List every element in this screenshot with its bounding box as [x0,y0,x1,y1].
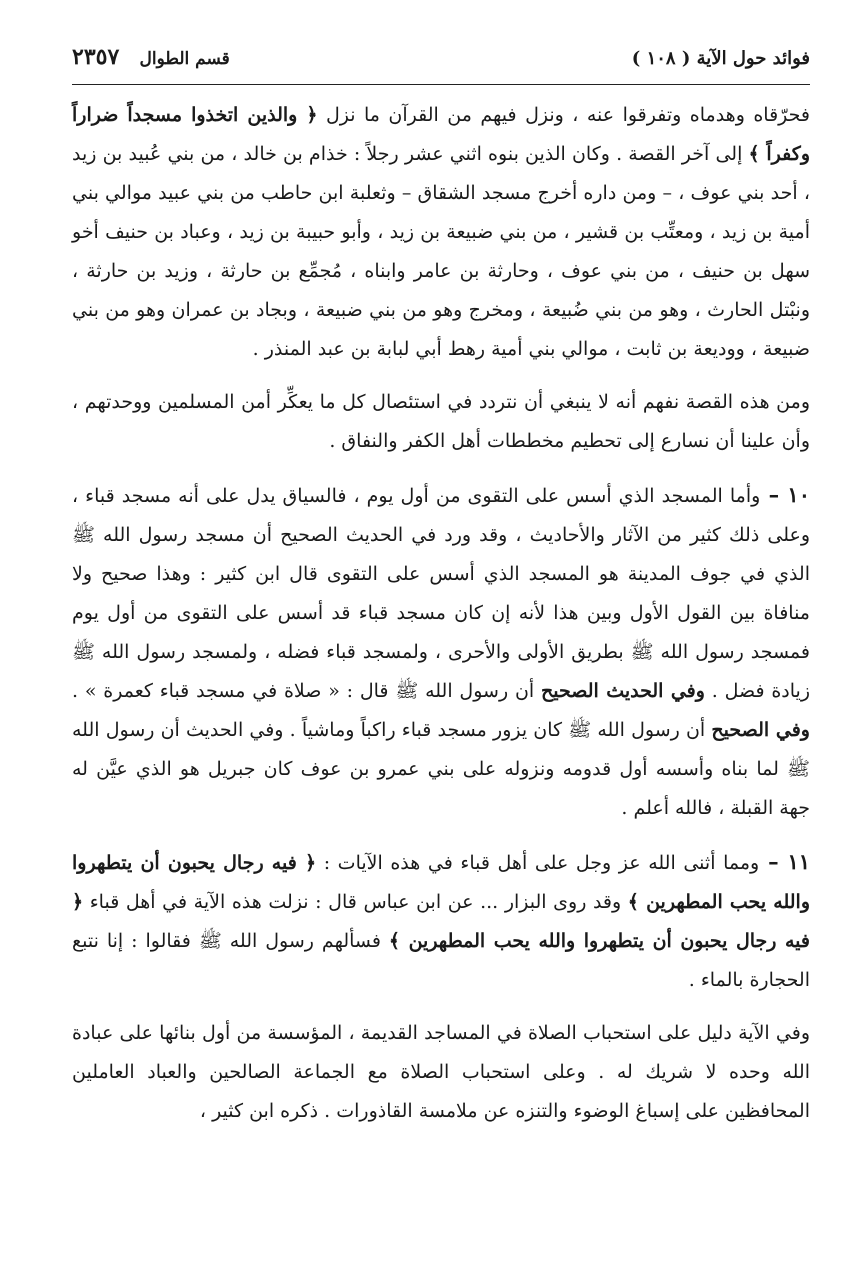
page-header [72,38,810,78]
text-run: وأما المسجد الذي أسس على التقوى من أول يوم ، فالسياق يدل على أنه مسجد قباء ، وعلى ذلك كثير من الآثار والأحاديث ، وقد ورد في الحديث الصحيح أن مسجد رسول الله ﷺ الذي في جوف المدينة هو المسجد الذي أسس على التقوى قال ابن كثير : وهذا صحيح ولا منافاة بين القول الأول وبين هذا لأنه إن كان مسجد قباء قد أسس على التقوى من أول يوم فمسجد رسول الله ﷺ بطريق الأولى والأحرى ، ولمسجد قباء فضله ، ولمسجد رسول الله ﷺ زيادة فضل . [72,485,810,702]
bold-phrase: وفي الصحيح [711,719,810,741]
point-number: ١٠ – [760,482,810,507]
page-number: ٢٣٥٧ [72,44,120,70]
paragraph-lesson [72,383,810,461]
running-title: فوائد حول الآية ( ١٠٨ ) [631,48,810,69]
point-number: ١١ – [759,849,810,874]
paragraph-point-11 [72,842,810,1000]
text-run: ومن هذه القصة نفهم أنه لا ينبغي أن نتردد في استئصال كل ما يعكِّر أمن المسلمين ووحدتهم ، وأن علينا أن نسارع إلى تحطيم مخططات أهل الكفر والنفاق . [72,391,810,452]
bold-phrase: وفي الحديث الصحيح [541,680,705,702]
text-run: فسألهم رسول الله ﷺ فقالوا : إنا نتبع الحجارة بالماء . [72,930,810,991]
header-divider [72,84,810,85]
header-meta [72,44,230,70]
text-run: ومما أثنى الله عز وجل على أهل قباء في هذه الآيات : [316,852,760,874]
paragraph-story [72,96,810,369]
paragraph-point-10 [72,475,810,828]
text-run: أن رسول الله ﷺ كان يزور مسجد قباء راكباً وماشياً . وفي الحديث أن رسول الله ﷺ لما بناه وأسسه أول قدومه ونزوله على بني عمرو بن عوف كان جبريل هو الذي عيَّن له جهة القبلة ، فالله أعلم . [72,719,810,819]
paragraph-conclusion [72,1014,810,1131]
quran-verse: ﴿ فيه رجال يحبون أن يتطهروا والله يحب المطهرين ﴾ [72,891,810,952]
page-body [72,96,810,1145]
text-run: وقد روى البزار ... عن ابن عباس قال : نزلت هذه الآية في أهل قباء [83,891,628,913]
text-run: وفي الآية دليل على استحباب الصلاة في المساجد القديمة ، المؤسسة من أول بنائها على عبادة الله وحده لا شريك له . وعلى استحباب الصلاة مع الجماعة الصالحين والعباد العاملين المحافظين على إسباغ الوضوء والتنزه عن ملامسة القاذورات . ذكره ابن كثير ، [72,1022,810,1122]
section-name: قسم الطوال [139,49,230,69]
quran-verse: ﴿ فيه رجال يحبون أن يتطهروا والله يحب المطهرين ﴾ [72,852,810,913]
quran-verse: ﴿ والذين اتخذوا مسجداً ضراراً وكفراً ﴾ [72,104,810,165]
text-run: فحرّقاه وهدماه وتفرقوا عنه ، ونزل فيهم من القرآن ما نزل [317,104,810,126]
text-run: إلى آخر القصة . وكان الذين بنوه اثني عشر رجلاً : خذام بن خالد ، من بني عُبيد بن زيد ، أحد بني عوف ، – ومن داره أخرج مسجد الشقاق – وثعلبة ابن حاطب من بني عبيد موالي بني أمية بن زيد ، ومعتِّب بن قشير ، من بني ضبيعة بن زيد ، وأبو حبيبة بن زيد ، وعباد بن حنيف أخو سهل بن حنيف ، من بني عوف ، وحارثة بن عامر وابناه ، مُجمِّع بن حارثة ، وزيد بن حارثة ، ونبْتل الحارث ، وهو من بني ضُبيعة ، ومخرج وهو من بني ضبيعة ، وبجاد بن عمران وهو من بني ضبيعة ، ووديعة بن ثابت ، موالي بني أمية رهط أبي لبابة بن عبد المنذر . [72,143,810,360]
text-run: أن رسول الله ﷺ قال : « صلاة في مسجد قباء كعمرة » . [72,680,541,702]
